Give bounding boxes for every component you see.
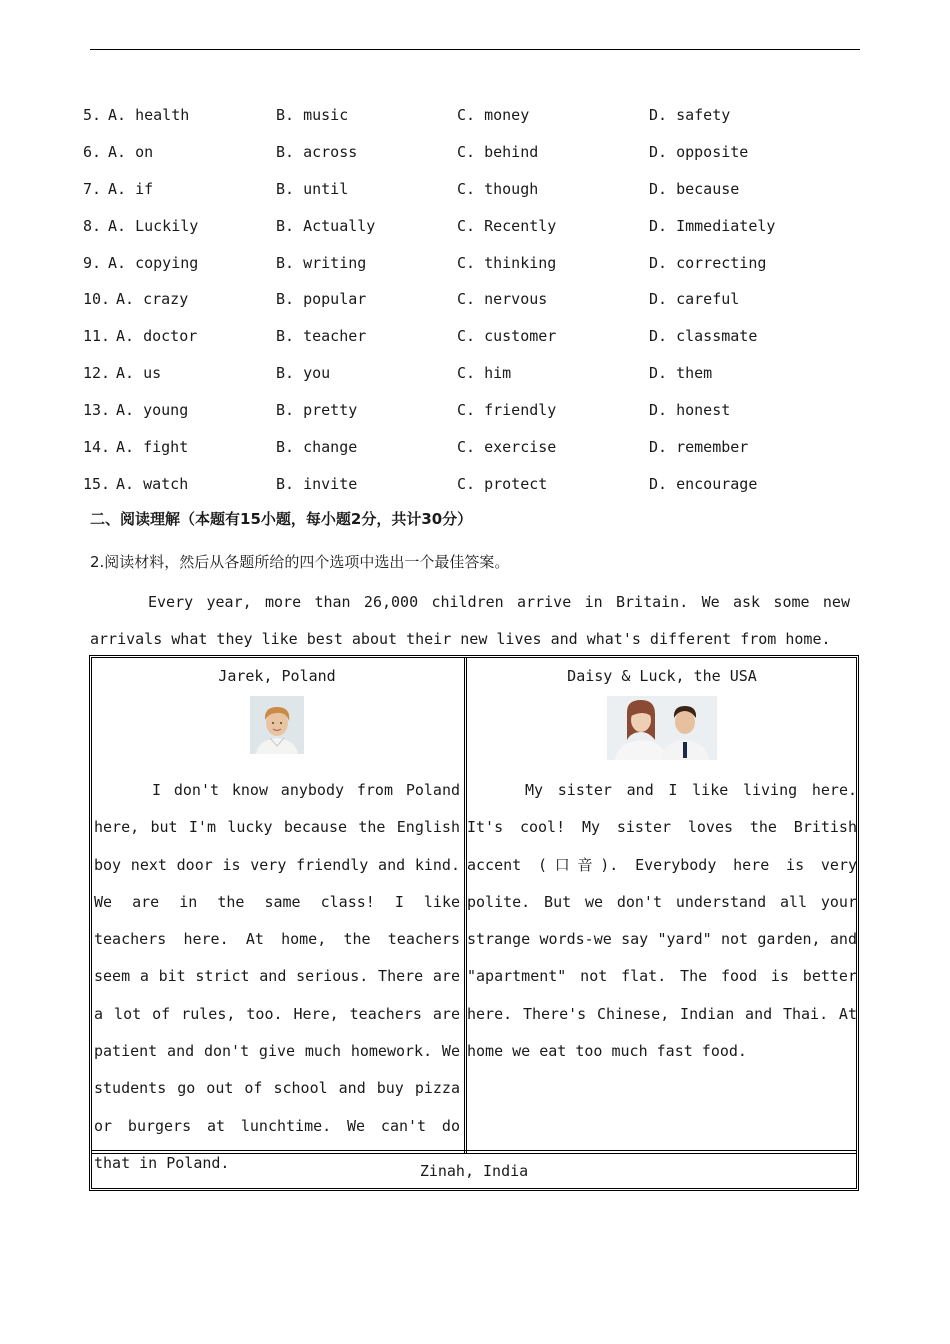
option-b: B. you [276,364,331,382]
option-c: C. nervous [457,290,548,308]
option-a: A. Luckily [108,217,199,235]
option-d: D. because [649,180,740,198]
reading-table [89,655,859,1191]
question-number: 12. [83,364,111,382]
option-d: D. correcting [649,254,767,272]
option-b: B. popular [276,290,367,308]
option-d: D. honest [649,401,731,419]
option-b: B. Actually [276,217,376,235]
option-a: A. on [108,143,154,161]
table-cell-jarek [94,658,460,1182]
option-c: C. him [457,364,512,382]
option-a: A. watch [116,475,189,493]
option-c: C. behind [457,143,539,161]
option-c: C. thinking [457,254,557,272]
option-c: C. money [457,106,530,124]
siblings-photo-image [607,696,717,760]
option-d: D. Immediately [649,217,776,235]
option-d: D. classmate [649,327,758,345]
cell-text: My sister and I like living here. It's cool! My sister loves the British accent (口音). Everybody here is very polite. But we don't understand all your strange words-we say "yard" not garden, and "apartment" not flat. The food is better here. There's Chinese, Indian and Thai. At home we eat too much fast food. [467,781,857,1061]
section-instruction: 2.阅读材料，然后从各题所给的四个选项中选出一个最佳答案。 [90,553,510,571]
option-c: C. though [457,180,539,198]
question-row [83,472,863,496]
option-d: D. them [649,364,713,382]
option-b: B. pretty [276,401,358,419]
option-a: A. us [116,364,162,382]
question-row [83,287,863,311]
option-c: C. exercise [457,438,557,456]
option-c: C. protect [457,475,548,493]
option-d: D. safety [649,106,731,124]
cell-name: Jarek, Poland [218,667,336,685]
option-b: B. change [276,438,358,456]
option-c: C. friendly [457,401,557,419]
question-number: 13. [83,401,111,419]
question-row [83,324,863,348]
question-number: 14. [83,438,111,456]
question-row [83,361,863,385]
question-row [83,140,863,164]
option-a: A. doctor [116,327,198,345]
option-b: B. until [276,180,349,198]
option-c: C. Recently [457,217,557,235]
option-d: D. encourage [649,475,758,493]
cell-name: Daisy & Luck, the USA [567,667,757,685]
question-number: 7. [83,180,102,198]
question-number: 15. [83,475,111,493]
question-row [83,103,863,127]
option-a: A. copying [108,254,199,272]
question-row [83,398,863,422]
option-d: D. opposite [649,143,749,161]
option-b: B. across [276,143,358,161]
question-number: 8. [83,217,102,235]
question-row [83,251,863,275]
option-b: B. writing [276,254,367,272]
option-a: A. crazy [116,290,189,308]
option-d: D. remember [649,438,749,456]
question-row [83,177,863,201]
header-rule [90,49,860,50]
question-number: 6. [83,143,102,161]
question-number: 11. [83,327,111,345]
option-a: A. if [108,180,154,198]
section-title: 二、阅读理解（本题有15小题，每小题2分，共计30分） [90,510,473,528]
option-a: A. fight [116,438,189,456]
question-number: 10. [83,290,111,308]
option-d: D. careful [649,290,740,308]
option-b: B. music [276,106,349,124]
option-c: C. customer [457,327,557,345]
table-cell-daisy-luck [467,658,857,1070]
table-cell-zinah: Zinah, India [419,1162,529,1180]
boy-photo-image [250,696,304,754]
option-a: A. young [116,401,189,419]
question-row [83,435,863,459]
option-b: B. invite [276,475,358,493]
cell-text: I don't know anybody from Poland here, but I'm lucky because the English boy next door is very friendly and kind. We are in the same class! I like teachers here. At home, the teachers seem a bit strict and serious. There are a lot of rules, too. Here, teachers are patient and don't give much homework. We students go out of school and buy pizza or burgers at lunchtime. We can't do that in Poland. [94,781,460,1172]
reading-intro: Every year, more than 26,000 children arrive in Britain. We ask some new arrivals what they like best about their new lives and what's different from home. [90,593,850,648]
question-row [83,214,863,238]
question-number: 9. [83,254,102,272]
question-number: 5. [83,106,102,124]
option-b: B. teacher [276,327,367,345]
option-a: A. health [108,106,190,124]
